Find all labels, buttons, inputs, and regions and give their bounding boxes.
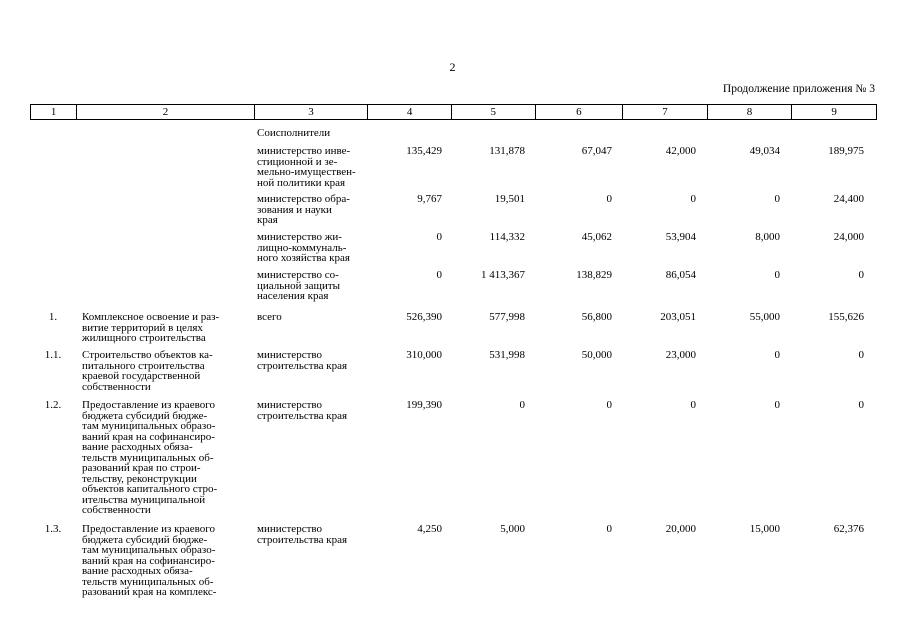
row-activity-name [76,128,252,139]
row-value-col-8: 0 [774,269,780,281]
row-value-col-9: 24,400 [833,193,864,205]
header-col-2: 2 [77,105,254,120]
row-value-col-9: 0 [858,399,864,411]
row-value-col-7: 0 [690,399,696,411]
row-activity-name: Предоставление из краевого бюджета субсидий бюдже- там муниципальных образо- ваний края на софинансиро- вание расходных обяза- тельств муниципальных об- разований края по строи- тельству, реконструкции объектов капитального стро- ительства муниципальной собственности [82,399,218,516]
row-value-col-5: 531,998 [489,349,525,361]
row-value-col-7: 0 [690,193,696,205]
row-value-col-7: 203,051 [660,311,696,323]
row-value-col-9: 24,000 [833,231,864,243]
column-number-header [30,104,877,120]
row-value-col-6: 0 [606,193,612,205]
row-number: 1.2. [44,399,62,411]
row-activity-name [76,146,252,188]
row-executor: всего [257,311,282,323]
header-col-4: 4 [368,105,452,120]
table-row [30,400,870,516]
row-value-col-4: 135,429 [406,145,442,157]
row-number: 1.3. [44,523,62,535]
row-executor: министерство строительства края [257,349,348,372]
header-col-1: 1 [31,105,77,120]
header-col-3: 3 [254,105,368,120]
row-value-col-6: 56,800 [581,311,612,323]
row-value-col-8: 15,000 [749,523,780,535]
row-value-col-5: 577,998 [489,311,525,323]
row-value-col-8: 55,000 [749,311,780,323]
header-col-8: 8 [707,105,792,120]
row-value-col-4: 199,390 [406,399,442,411]
header-col-7: 7 [623,105,708,120]
header-col-6: 6 [535,105,623,120]
row-value-col-8: 49,034 [749,145,780,157]
row-executor: министерство обра- зования и науки края [257,193,350,226]
row-value-col-4: 0 [436,269,442,281]
row-value-col-6: 50,000 [581,349,612,361]
row-value-col-6: 45,062 [581,231,612,243]
row-activity-name [76,194,252,226]
row-value-col-5: 5,000 [500,523,525,535]
row-executor: министерство со- циальной защиты населения края [257,269,341,302]
table-row [30,194,870,226]
row-value-col-9: 189,975 [828,145,864,157]
row-value-col-7 [618,128,702,139]
row-value-col-5: 1 413,367 [481,269,525,281]
table-row [30,270,870,302]
row-executor: министерство жи- лищно-коммуналь- ного хозяйства края [257,231,350,264]
row-value-col-4: 526,390 [406,311,442,323]
row-executor: Соисполнители [257,127,331,139]
row-value-col-7: 53,904 [665,231,696,243]
row-value-col-8: 8,000 [755,231,780,243]
row-value-col-7: 86,054 [665,269,696,281]
row-value-col-9: 155,626 [828,311,864,323]
row-value-col-9: 62,376 [833,523,864,535]
row-value-col-6: 138,829 [576,269,612,281]
row-activity-name: Строительство объектов ка- питального строительства краевой государственной собственности [82,349,213,393]
row-value-col-6 [531,128,618,139]
row-activity-name: Комплексное освоение и раз- витие территорий в целях жилищного строительства [82,311,220,344]
row-number [30,128,76,139]
row-value-col-9 [786,128,870,139]
row-executor: министерство инве- стиционной и зе- мельно-имуществен- ной политики края [257,145,356,189]
row-value-col-9: 0 [858,269,864,281]
row-value-col-5: 114,332 [489,231,525,243]
table-row [30,312,870,344]
row-value-col-7: 42,000 [665,145,696,157]
row-value-col-9: 0 [858,349,864,361]
row-executor: министерство строительства края [257,523,348,546]
row-value-col-7: 20,000 [665,523,696,535]
row-value-col-8: 0 [774,399,780,411]
header-col-5: 5 [451,105,535,120]
row-value-col-8: 0 [774,193,780,205]
row-executor: министерство строительства края [257,399,348,422]
row-number: 1.1. [44,349,62,361]
header-col-9: 9 [792,105,877,120]
row-value-col-4: 310,000 [406,349,442,361]
row-number [30,146,76,188]
row-value-col-5: 19,501 [494,193,525,205]
continuation-label: Продолжение приложения № 3 [722,83,875,95]
row-value-col-7: 23,000 [665,349,696,361]
table-row [30,146,870,188]
row-value-col-4: 4,250 [417,523,442,535]
row-number: 1. [48,311,58,323]
table-row [30,524,870,598]
row-value-col-4: 0 [436,231,442,243]
row-value-col-4: 9,767 [417,193,442,205]
row-number [30,270,76,302]
row-value-col-5: 0 [519,399,525,411]
row-value-col-5 [448,128,531,139]
row-value-col-8 [702,128,786,139]
row-value-col-6: 0 [606,399,612,411]
table-row [30,350,870,392]
row-activity-name [76,232,252,264]
page-number: 2 [449,60,456,74]
row-value-col-6: 0 [606,523,612,535]
row-value-col-4 [365,128,448,139]
row-activity-name: Предоставление из краевого бюджета субсидий бюдже- там муниципальных образо- ваний края на софинансиро- вание расходных обяза- тельств муниципальных об- разований края на комплекс- [82,523,217,598]
row-activity-name [76,270,252,302]
table-row [30,128,870,139]
row-value-col-8: 0 [774,349,780,361]
row-value-col-5: 131,878 [489,145,525,157]
row-value-col-6: 67,047 [581,145,612,157]
table-row [30,232,870,264]
row-number [30,194,76,226]
row-number [30,232,76,264]
